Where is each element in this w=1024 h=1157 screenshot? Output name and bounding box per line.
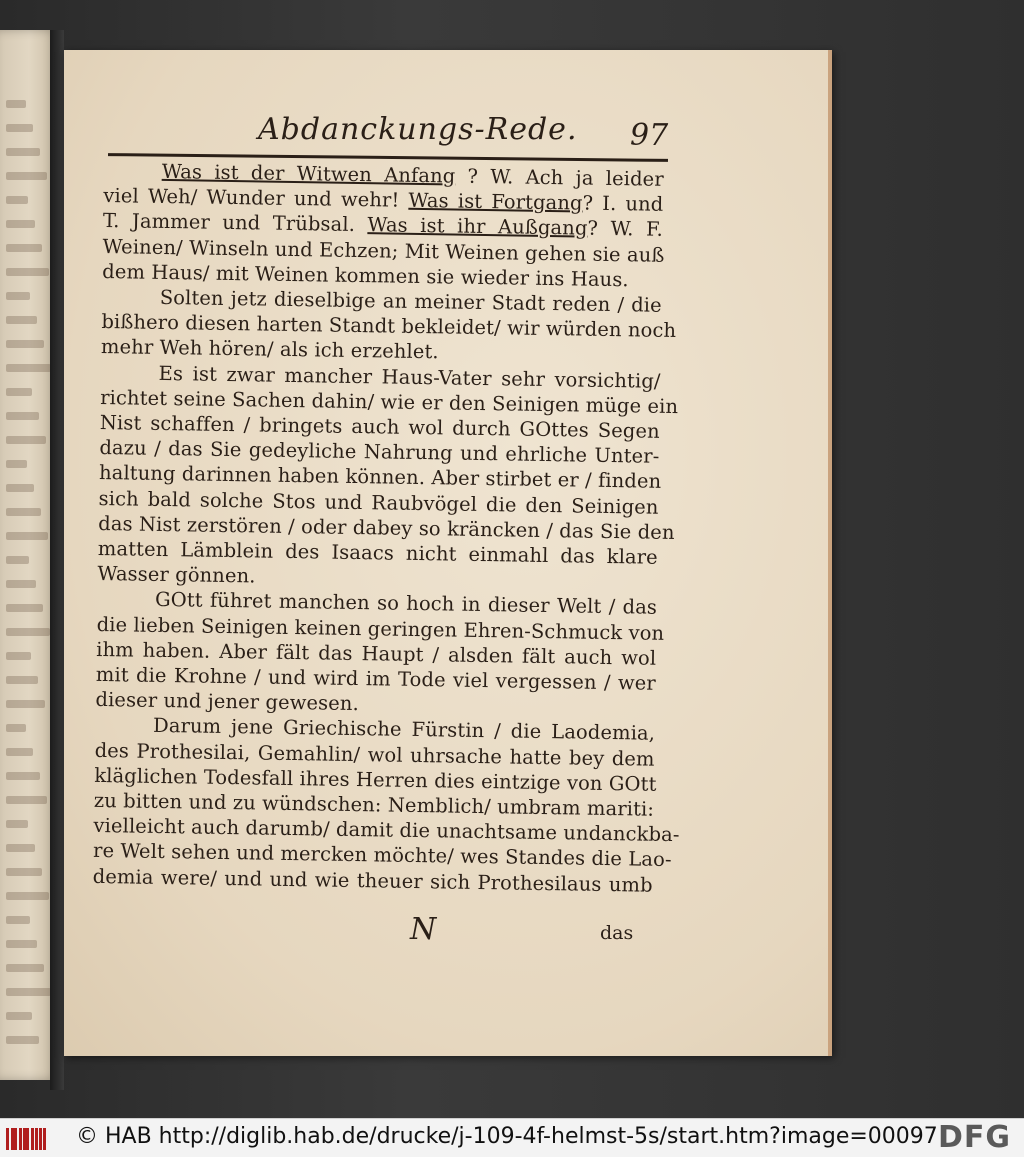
text-segment: bißhero diesen harten Standt bekleidet/ wir würden noch [101, 310, 677, 343]
ghost-text-mark [6, 460, 27, 468]
ghost-text-mark [6, 532, 48, 540]
ghost-text-mark [6, 412, 39, 420]
ghost-text-mark [6, 1012, 32, 1020]
text-segment: die lieben Seinigen keinen geringen Ehren-Schmuck von [96, 612, 665, 645]
ghost-text-mark [6, 292, 30, 300]
ghost-text-mark [6, 700, 45, 708]
ghost-text-mark [6, 628, 50, 636]
ghost-text-mark [6, 964, 44, 972]
ghost-text-mark [6, 148, 40, 156]
ghost-text-mark [6, 652, 31, 660]
hab-barcode-logo-icon[interactable] [6, 1125, 48, 1151]
ghost-text-mark [6, 100, 26, 108]
underlined-phrase: Was ist Fortgang [408, 188, 583, 215]
ghost-text-mark [6, 796, 47, 804]
copyright-url[interactable]: © HAB http://diglib.hab.de/drucke/j-109-4f-helmst-5s/start.htm?image=00097 [76, 1124, 938, 1149]
page-number: 97 [630, 118, 669, 153]
text-segment: ? W. Ach ja leider [455, 164, 664, 191]
text-segment: demia were/ und und wie theuer sich Prothesilaus umb [92, 864, 653, 897]
text-segment: ? I. und [582, 191, 664, 216]
text-segment: dieser und jener gewesen. [95, 688, 360, 716]
signature-mark: N [410, 912, 437, 947]
ghost-text-mark [6, 1036, 39, 1044]
text-segment: GOtt führet manchen so hoch in dieser Welt / das [154, 588, 658, 620]
text-segment: Weinen/ Winseln und Echzen; Mit Weinen gehen sie auß [102, 234, 665, 267]
ghost-text-mark [6, 676, 38, 684]
ghost-text-mark [6, 772, 40, 780]
logo-bar [31, 1128, 34, 1150]
text-segment: mit die Krohne / und wird im Tode viel vergessen / wer [95, 663, 656, 695]
ghost-text-mark [6, 988, 51, 996]
book-page [64, 50, 832, 1056]
ghost-text-mark [6, 196, 28, 204]
logo-bar [19, 1128, 22, 1150]
ghost-text-mark [6, 364, 51, 372]
ghost-text-mark [6, 484, 34, 492]
ghost-text-mark [6, 340, 44, 348]
catchword: das [600, 922, 634, 944]
ghost-text-mark [6, 724, 26, 732]
underlined-phrase: Was ist der Witwen Anfang [161, 159, 456, 188]
ghost-text-mark [6, 172, 47, 180]
text-segment: richtet seine Sachen dahin/ wie er den Seinigen müge ein [100, 385, 679, 418]
text-segment: des Prothesilai, Gemahlin/ wol uhrsache hatte bey dem [94, 738, 655, 771]
dfg-logo[interactable]: DFG [938, 1120, 1012, 1155]
ghost-text-mark [6, 220, 35, 228]
text-segment: Es ist zwar mancher Haus-Vater sehr vorsichtig/ [158, 361, 661, 393]
ghost-text-mark [6, 748, 33, 756]
logo-bar [14, 1128, 17, 1150]
text-segment: Solten jetz dieselbige an meiner Stadt reden / die [159, 285, 662, 317]
text-segment: mehr Weh hören/ als ich erzehlet. [100, 335, 439, 364]
text-segment: vielleicht auch darumb/ damit die unachtsame undanckba- [93, 814, 680, 847]
ghost-text-mark [6, 892, 49, 900]
text-segment: sich bald solche Stos und Raubvögel die den Seinigen [98, 486, 659, 519]
ghost-text-mark [6, 436, 46, 444]
text-segment: ? W. F. [587, 217, 664, 242]
text-segment: viel Weh/ Wunder und wehr! [103, 184, 409, 212]
ghost-text-mark [6, 388, 32, 396]
text-segment: kläglichen Todesfall ihres Herren dies eintzige von GOtt [94, 763, 657, 796]
text-segment: ihm haben. Aber fält das Haupt / alsden fält auch wol [96, 637, 657, 670]
text-segment: re Welt sehen und mercken möchte/ wes Standes die Lao- [92, 839, 672, 872]
text-segment: zu bitten und zu wündschen: Nemblich/ umbram mariti: [93, 789, 655, 821]
body-text [92, 158, 680, 898]
ghost-text-mark [6, 508, 41, 516]
ghost-text-mark [6, 604, 43, 612]
logo-bar [6, 1128, 9, 1150]
underlined-phrase: Was ist ihr Außgang [367, 213, 588, 241]
page-header [108, 112, 668, 160]
text-segment: Darum jene Griechische Fürstin / die Laodemia, [152, 714, 656, 746]
ghost-text-mark [6, 556, 29, 564]
ghost-text-mark [6, 268, 49, 276]
text-segment: matten Lämblein des Isaacs nicht einmahl das klare [97, 537, 658, 569]
logo-bar [39, 1128, 42, 1150]
ghost-text-mark [6, 580, 36, 588]
ghost-text-mark [6, 244, 42, 252]
text-segment: dem Haus/ mit Weinen kommen sie wieder ins Haus. [102, 259, 629, 292]
logo-bar [35, 1128, 38, 1150]
ghost-text-mark [6, 868, 42, 876]
book-gutter [50, 30, 64, 1090]
text-segment: haltung darinnen haben können. Aber stirbet er / finden [98, 461, 662, 494]
ghost-text-mark [6, 124, 33, 132]
running-head: Abdanckungs-Rede. [258, 112, 578, 147]
logo-bar [43, 1128, 46, 1150]
ghost-text-mark [6, 844, 35, 852]
ghost-text-mark [6, 940, 37, 948]
ghost-text-mark [6, 820, 28, 828]
logo-bar [26, 1128, 29, 1150]
text-segment: dazu / das Sie gedeyliche Nahrung und ehrliche Unter- [99, 436, 660, 468]
ghost-text-mark [6, 316, 37, 324]
viewer-footer [0, 1118, 1024, 1157]
text-segment: das Nist zerstören / oder dabey so kräncken / das Sie den [98, 511, 675, 544]
text-segment: Nist schaffen / bringets auch wol durch GOttes Segen [99, 411, 660, 443]
text-segment: T. Jammer und Trübsal. [102, 209, 368, 237]
text-segment: Wasser gönnen. [97, 562, 256, 588]
ghost-text-mark [6, 916, 30, 924]
